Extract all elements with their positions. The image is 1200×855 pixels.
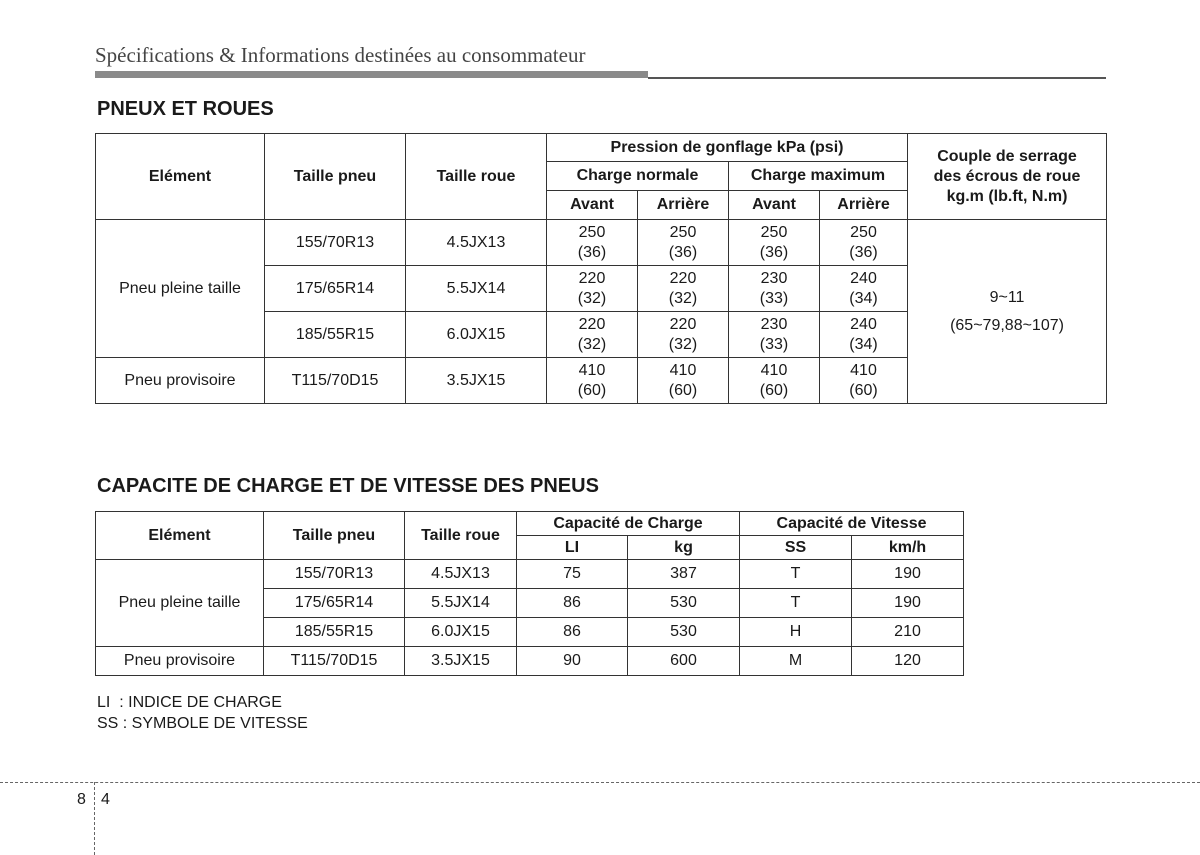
load-index-cell: 86 bbox=[517, 589, 628, 618]
header-element: Elément bbox=[96, 134, 265, 220]
group-label: Pneu pleine taille bbox=[96, 560, 264, 647]
torque-cell bbox=[908, 220, 1107, 404]
load-kg-cell: 600 bbox=[628, 647, 740, 676]
pressure-kpa: 220 bbox=[669, 315, 697, 333]
pressure-cell bbox=[638, 220, 729, 266]
pressure-psi: (60) bbox=[668, 381, 698, 399]
load-kg-cell: 530 bbox=[628, 589, 740, 618]
header-rule-thin bbox=[648, 77, 1106, 79]
load-index-cell: 90 bbox=[517, 647, 628, 676]
wheel-size-cell: 6.0JX15 bbox=[405, 618, 517, 647]
pressure-cell bbox=[638, 266, 729, 312]
pressure-kpa: 410 bbox=[760, 361, 788, 379]
table-row bbox=[96, 220, 1107, 266]
header-ss: SS bbox=[740, 536, 852, 560]
wheel-size-cell: 4.5JX13 bbox=[405, 560, 517, 589]
header-inflation-pressure: Pression de gonflage kPa (psi) bbox=[547, 134, 908, 162]
header-speed-capacity: Capacité de Vitesse bbox=[740, 512, 964, 536]
header-front: Avant bbox=[547, 191, 638, 220]
pressure-psi: (36) bbox=[668, 243, 698, 261]
tire-size-cell: 175/65R14 bbox=[265, 266, 406, 312]
pressure-psi: (33) bbox=[759, 335, 789, 353]
header-kmh: km/h bbox=[852, 536, 964, 560]
header-torque bbox=[908, 134, 1107, 220]
footer-dashed-rule bbox=[0, 782, 1200, 783]
speed-symbol-cell: H bbox=[740, 618, 852, 647]
footer-dashed-divider bbox=[94, 782, 95, 855]
header-maximum-load: Charge maximum bbox=[729, 162, 908, 191]
torque-value: 9~11 bbox=[989, 288, 1025, 306]
pressure-kpa: 230 bbox=[760, 315, 788, 333]
pressure-cell bbox=[729, 358, 820, 404]
pressure-psi: (60) bbox=[849, 381, 878, 399]
header-torque-line2: des écrous de roue bbox=[933, 167, 1081, 185]
torque-conversion: (65~79,88~107) bbox=[950, 316, 1064, 334]
load-kg-cell: 530 bbox=[628, 618, 740, 647]
pressure-cell bbox=[547, 266, 638, 312]
header-kg: kg bbox=[628, 536, 740, 560]
load-speed-table bbox=[95, 511, 964, 676]
section-title-load-speed: CAPACITE DE CHARGE ET DE VITESSE DES PNEUS bbox=[97, 475, 599, 497]
wheel-size-cell: 4.5JX13 bbox=[406, 220, 547, 266]
speed-symbol-cell: T bbox=[740, 560, 852, 589]
header-tire-size: Taille pneu bbox=[264, 512, 405, 560]
header-load-capacity: Capacité de Charge bbox=[517, 512, 740, 536]
pressure-psi: (34) bbox=[849, 335, 878, 353]
note-ss: SS : SYMBOLE DE VITESSE bbox=[97, 715, 308, 732]
speed-kmh-cell: 190 bbox=[852, 589, 964, 618]
pressure-cell bbox=[547, 220, 638, 266]
pressure-kpa: 250 bbox=[669, 223, 697, 241]
table-row bbox=[96, 647, 964, 676]
pressure-cell bbox=[547, 358, 638, 404]
tire-size-cell: 155/70R13 bbox=[265, 220, 406, 266]
header-rule-thick bbox=[95, 71, 648, 78]
pressure-kpa: 250 bbox=[760, 223, 788, 241]
pressure-kpa: 410 bbox=[850, 361, 877, 379]
header-rear: Arrière bbox=[638, 191, 729, 220]
tire-size-cell: 185/55R15 bbox=[265, 312, 406, 358]
section-title-pneux-roues: PNEUX ET ROUES bbox=[97, 98, 274, 120]
pressure-cell bbox=[729, 266, 820, 312]
header-front: Avant bbox=[729, 191, 820, 220]
pressure-kpa: 220 bbox=[578, 315, 606, 333]
page-header-title: Spécifications & Informations destinées au consommateur bbox=[95, 43, 586, 67]
wheel-size-cell: 6.0JX15 bbox=[406, 312, 547, 358]
pressure-kpa: 240 bbox=[850, 315, 877, 333]
pressure-psi: (32) bbox=[577, 335, 607, 353]
header-torque-line1: Couple de serrage bbox=[937, 147, 1077, 165]
tire-size-cell: 185/55R15 bbox=[264, 618, 405, 647]
load-index-cell: 86 bbox=[517, 618, 628, 647]
wheel-size-cell: 3.5JX15 bbox=[406, 358, 547, 404]
pressure-cell bbox=[729, 312, 820, 358]
pressure-psi: (36) bbox=[849, 243, 878, 261]
pressure-psi: (32) bbox=[668, 335, 698, 353]
header-li: LI bbox=[517, 536, 628, 560]
pressure-cell bbox=[638, 312, 729, 358]
pressure-kpa: 250 bbox=[578, 223, 606, 241]
pressure-cell bbox=[820, 220, 908, 266]
note-li: LI : INDICE DE CHARGE bbox=[97, 694, 282, 711]
tire-size-cell: T115/70D15 bbox=[264, 647, 405, 676]
header-element: Elément bbox=[96, 512, 264, 560]
pressure-kpa: 410 bbox=[578, 361, 606, 379]
pressure-kpa: 220 bbox=[669, 269, 697, 287]
pressure-kpa: 410 bbox=[669, 361, 697, 379]
pressure-psi: (34) bbox=[849, 289, 878, 307]
pressure-psi: (32) bbox=[577, 289, 607, 307]
speed-kmh-cell: 210 bbox=[852, 618, 964, 647]
pressure-kpa: 220 bbox=[578, 269, 606, 287]
header-normal-load: Charge normale bbox=[547, 162, 729, 191]
pressure-psi: (36) bbox=[759, 243, 789, 261]
pressure-psi: (32) bbox=[668, 289, 698, 307]
page-number: 4 bbox=[101, 791, 110, 808]
pressure-cell bbox=[729, 220, 820, 266]
pressure-cell bbox=[547, 312, 638, 358]
wheel-size-cell: 5.5JX14 bbox=[406, 266, 547, 312]
pressure-kpa: 240 bbox=[850, 269, 877, 287]
speed-symbol-cell: T bbox=[740, 589, 852, 618]
load-index-cell: 75 bbox=[517, 560, 628, 589]
header-tire-size: Taille pneu bbox=[265, 134, 406, 220]
pressure-psi: (36) bbox=[577, 243, 607, 261]
wheel-size-cell: 5.5JX14 bbox=[405, 589, 517, 618]
pressure-cell bbox=[820, 266, 908, 312]
pressure-cell bbox=[820, 358, 908, 404]
speed-symbol-cell: M bbox=[740, 647, 852, 676]
pressure-psi: (60) bbox=[577, 381, 607, 399]
header-wheel-size: Taille roue bbox=[406, 134, 547, 220]
pressure-psi: (33) bbox=[759, 289, 789, 307]
header-rear: Arrière bbox=[820, 191, 908, 220]
pressure-psi: (60) bbox=[759, 381, 789, 399]
tire-size-cell: T115/70D15 bbox=[265, 358, 406, 404]
tires-wheels-table bbox=[95, 133, 1107, 404]
tire-size-cell: 155/70R13 bbox=[264, 560, 405, 589]
abbreviation-notes bbox=[97, 692, 308, 734]
load-kg-cell: 387 bbox=[628, 560, 740, 589]
header-torque-line3: kg.m (lb.ft, N.m) bbox=[946, 187, 1068, 205]
group-label: Pneu provisoire bbox=[96, 647, 264, 676]
header-wheel-size: Taille roue bbox=[405, 512, 517, 560]
table-row bbox=[96, 560, 964, 589]
pressure-kpa: 230 bbox=[760, 269, 788, 287]
speed-kmh-cell: 120 bbox=[852, 647, 964, 676]
speed-kmh-cell: 190 bbox=[852, 560, 964, 589]
pressure-cell bbox=[820, 312, 908, 358]
pressure-cell bbox=[638, 358, 729, 404]
wheel-size-cell: 3.5JX15 bbox=[405, 647, 517, 676]
pressure-kpa: 250 bbox=[850, 223, 877, 241]
group-label: Pneu pleine taille bbox=[96, 220, 265, 358]
tire-size-cell: 175/65R14 bbox=[264, 589, 405, 618]
chapter-number: 8 bbox=[77, 791, 86, 808]
group-label: Pneu provisoire bbox=[96, 358, 265, 404]
